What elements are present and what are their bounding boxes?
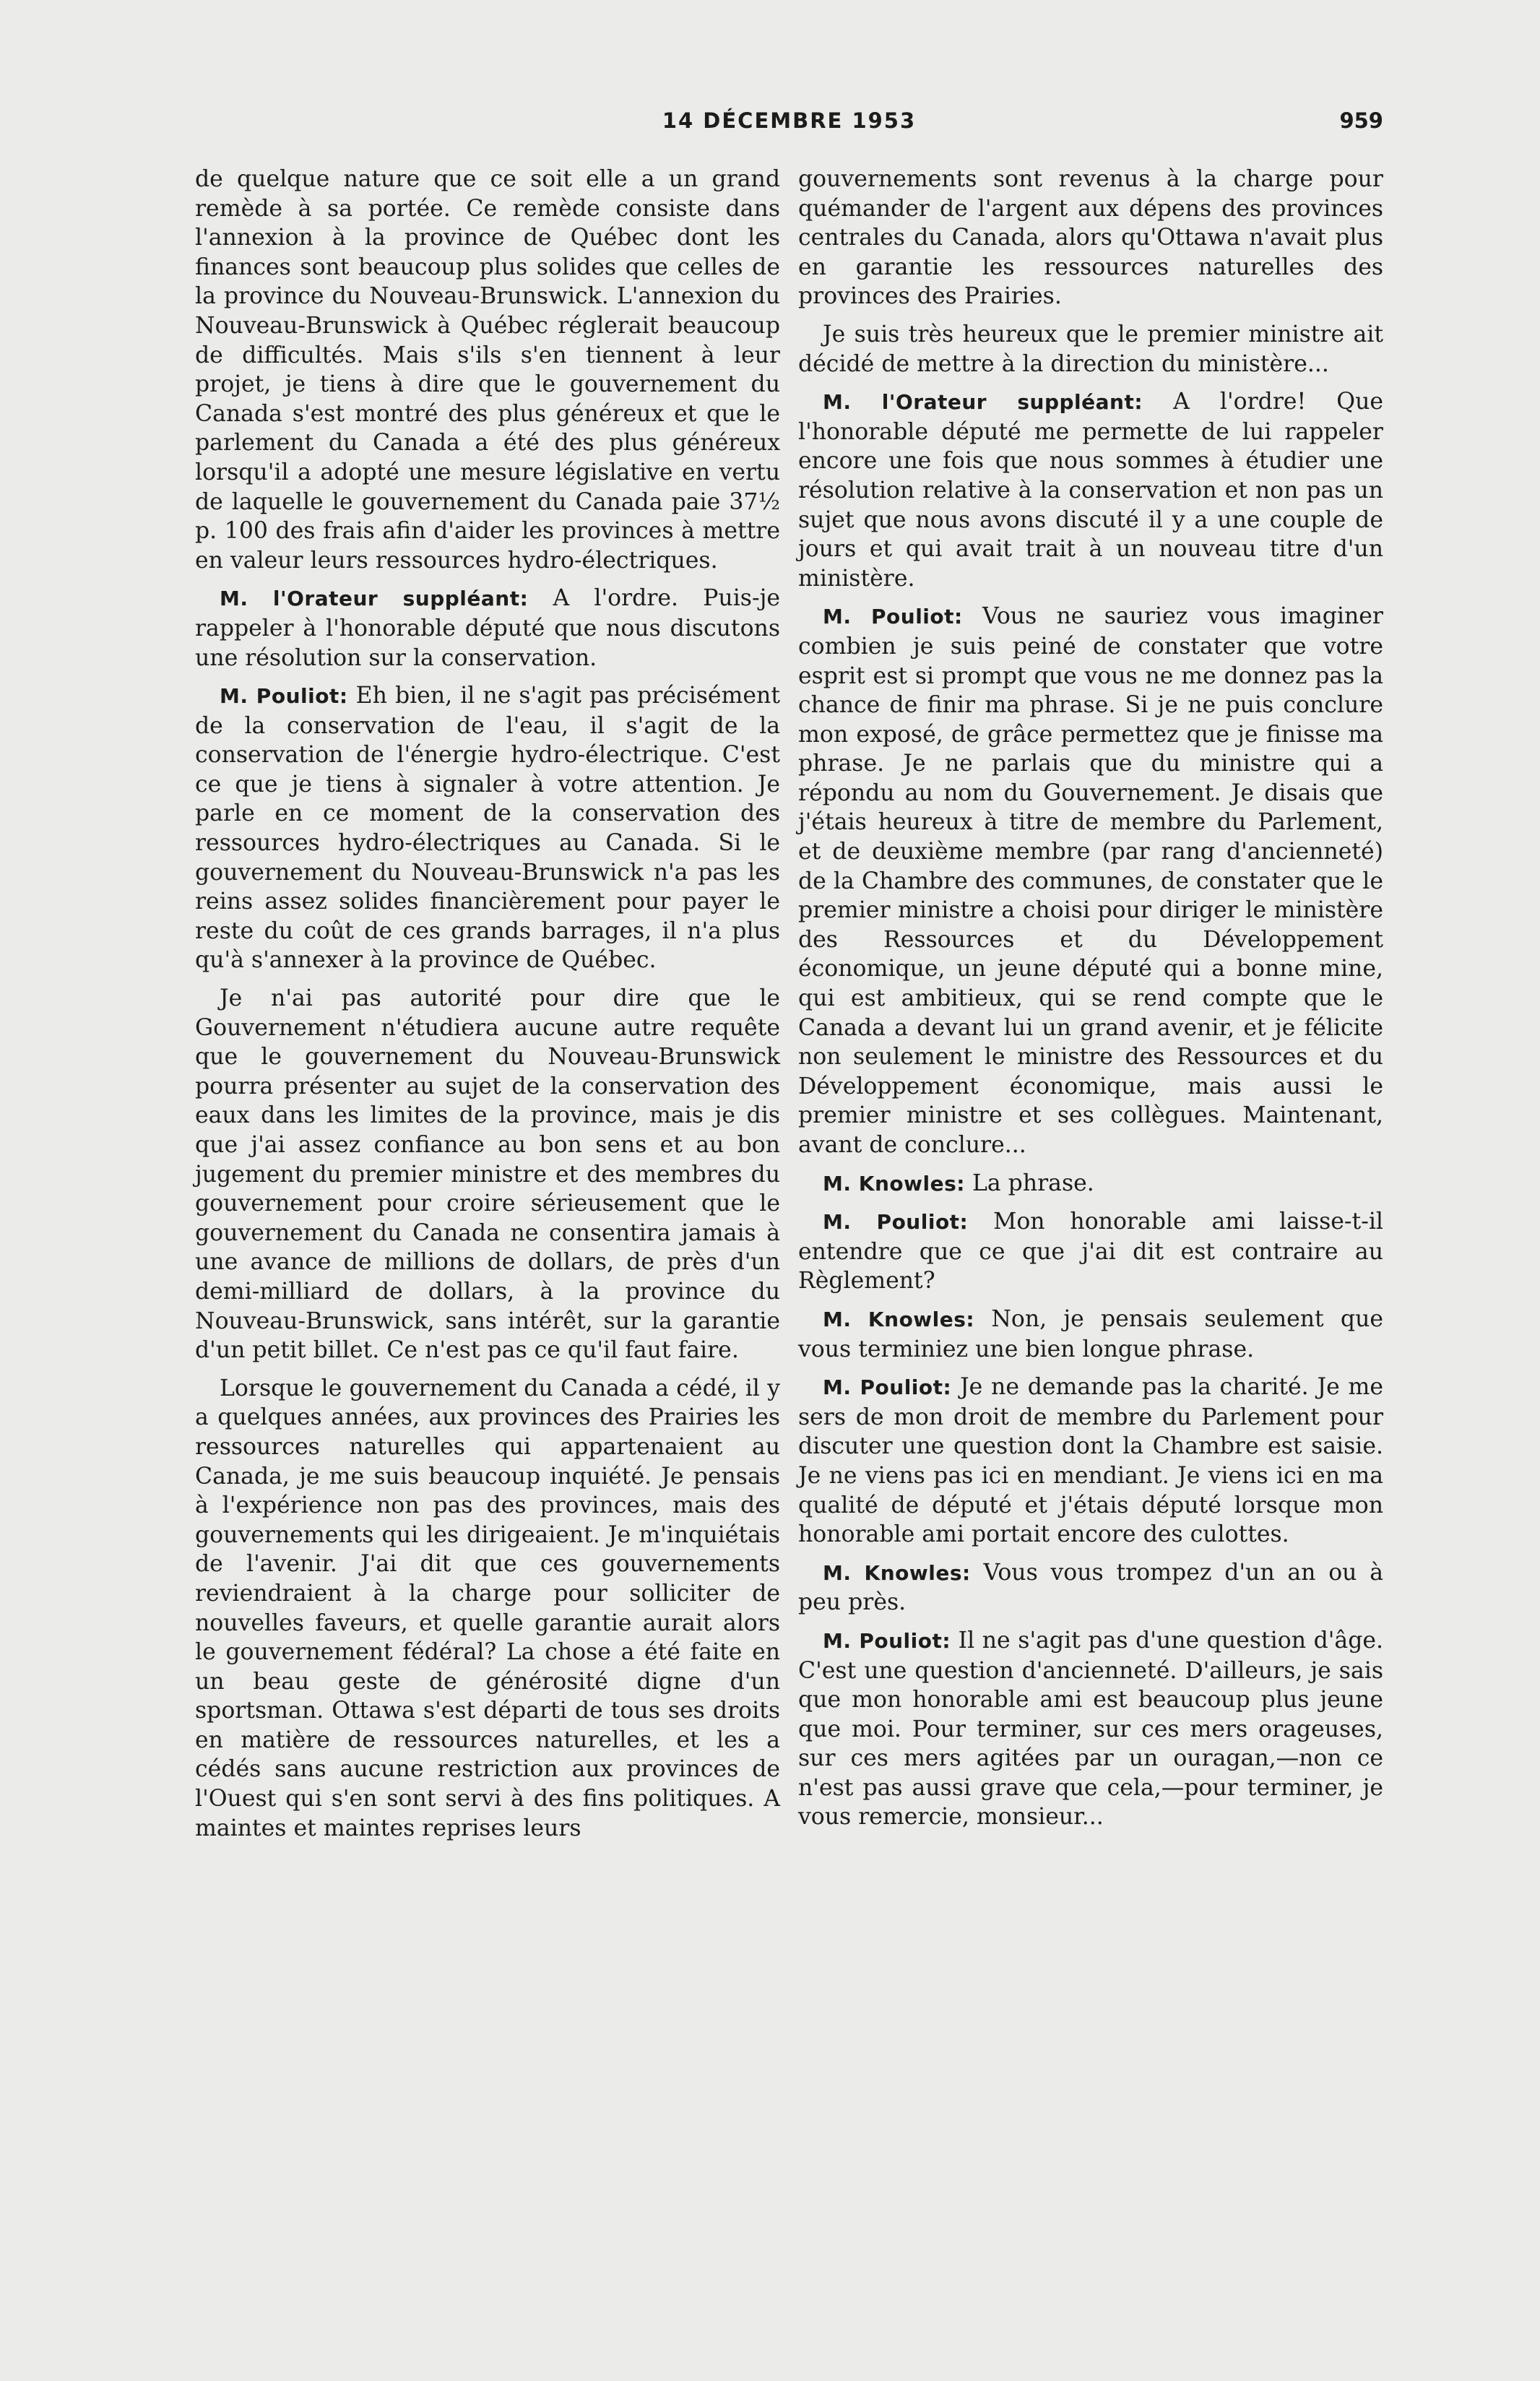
paragraph (798, 1373, 1383, 1550)
speaker-name: M. Pouliot: (823, 605, 963, 629)
paragraph: de quelque nature que ce soit elle a un grand remède à sa portée. Ce remède consiste dans l'annexion à la province de Québec dont les finances sont beaucoup plus solides que celles de la province du Nouveau-Brunswick. L'annexion du Nouveau-Brunswick à Québec réglerait beaucoup de difficultés. Mais s'ils s'en tiennent à leur projet, je tiens à dire que le gouvernement du Canada s'est montré des plus généreux et que le parlement du Canada a été des plus généreux lorsqu'il a adopté une mesure législative en vertu de laquelle le gouvernement du Canada paie 37½ p. 100 des frais afin d'aider les provinces à mettre en valeur leurs ressources hydro-électriques. (195, 166, 780, 574)
right-column (798, 165, 1383, 1841)
speaker-name: M. Pouliot: (823, 1210, 969, 1235)
paragraph: Lorsque le gouvernement du Canada a cédé, il y a quelques années, aux provinces des Prairies les ressources naturelles qui appartenaient au Canada, je me suis beaucoup inquiété. Je pensais à l'expérience non pas des provinces, mais des gouvernements qui les dirigeaient. Je m'inquiétais de l'avenir. J'ai dit que ces gouvernements reviendraient à la charge pour solliciter de nouvelles faveurs, et quelle garantie aurait alors le gouvernement fédéral? La chose a été faite en un beau geste de générosité digne d'un sportsman. Ottawa s'est départi de tous ses droits en matière de ressources naturelles, et les a cédés sans aucune restriction aux provinces de l'Ouest qui s'en sont servi à des fins politiques. A maintes et maintes reprises leurs (195, 1375, 780, 1841)
speech-text: Vous ne sauriez vous imaginer combien je suis peiné de constater que votre esprit est si prompt que vous ne me donnez pas la chance de finir ma phrase. Si je ne puis conclure mon exposé, de grâce permettez que je finisse ma phrase. Je ne parlais que du ministre qui a répondu au nom du Gouvernement. Je disais que j'étais heureux à titre de membre du Parlement, et de deuxième membre (par rang d'ancienneté) de la Chambre des communes, de constater que le premier ministre a choisi pour diriger le ministère des Ressources et du Développement économique, un jeune député qui a bonne mine, qui est ambitieux, qui se rend compte que le Canada a devant lui un grand avenir, et je félicite non seulement le ministre des Ressources et du Développement économique, mais aussi le premier ministre et ses collègues. Maintenant, avant de conclure... (798, 603, 1383, 1158)
speech-text: A l'ordre! Que l'honorable député me permette de lui rappeler encore une fois que nous sommes à étudier une résolution relative à la conservation et non pas un sujet que nous avons discuté il y a une couple de jours et qui avait trait à un nouveau titre d'un ministère. (798, 389, 1384, 592)
speaker-name: M. Knowles: (823, 1307, 975, 1331)
paragraph (798, 1305, 1383, 1364)
paragraph (798, 1626, 1383, 1832)
speech-text: Non, je pensais seulement que vous terminiez une bien longue phrase. (798, 1305, 1383, 1362)
header-date: 14 DÉCEMBRE 1953 (662, 108, 917, 133)
paragraph (798, 1558, 1383, 1617)
paragraph: Je suis très heureux que le premier ministre ait décidé de mettre à la direction du ministère... (798, 321, 1383, 377)
paragraph (195, 584, 780, 673)
paragraph (798, 1207, 1383, 1296)
speech-text: Je ne demande pas la charité. Je me sers de mon droit de membre du Parlement pour discuter une question dont la Chambre est saisie. Je ne viens pas ici en mendiant. Je viens ici en ma qualité de député et j'étais député lorsque mon honorable ami portait encore des culottes. (798, 1374, 1384, 1548)
speech-text: Vous vous trompez d'un an ou à peu près. (798, 1559, 1384, 1616)
page-number: 959 (1339, 108, 1383, 133)
paragraph (798, 387, 1383, 593)
speech-text: Mon honorable ami laisse-t-il entendre que ce que j'ai dit est contraire au Règlement? (798, 1209, 1383, 1295)
speech-text: A l'ordre. Puis-je rappeler à l'honorable député que nous discutons une résolution sur la conservation. (195, 585, 781, 671)
paragraph (798, 1169, 1383, 1199)
speaker-name: M. l'Orateur suppléant: (220, 587, 529, 611)
speech-text: La phrase. (972, 1170, 1094, 1196)
speech-text: Eh bien, il ne s'agit pas précisément de la conservation de l'eau, il s'agit de la conservation de l'énergie hydro-électrique. C'est ce que je tiens à signaler à votre attention. Je parle en ce moment de la conservation des ressources hydro-électriques au Canada. Si le gouvernement du Nouveau-Brunswick n'a pas les reins assez solides financièrement pour payer le reste du coût de ces grands barrages, il n'a plus qu'à s'annexer à la province de Québec. (195, 683, 781, 974)
speaker-name: M. l'Orateur suppléant: (823, 390, 1143, 415)
speaker-name: M. Pouliot: (823, 1628, 951, 1653)
left-column (195, 165, 780, 1851)
speaker-name: M. Knowles: (823, 1171, 965, 1196)
page-header (195, 108, 1383, 140)
speaker-name: M. Knowles: (823, 1560, 971, 1585)
paragraph (195, 681, 780, 975)
speaker-name: M. Pouliot: (220, 684, 348, 709)
paragraph: gouvernements sont revenus à la charge pour quémander de l'argent aux dépens des provinces centrales du Canada, alors qu'Ottawa n'avait plus en garantie les ressources naturelles des provinces des Prairies. (798, 166, 1383, 310)
paragraph (798, 602, 1383, 1159)
speech-text: Il ne s'agit pas d'une question d'âge. C'est une question d'ancienneté. D'ailleurs, je sais que mon honorable ami est beaucoup plus jeune que moi. Pour terminer, sur ces mers orageuses, sur ces mers agitées par un ouragan,—non ce n'est pas aussi grave que cela,—pour terminer, je vous remercie, monsieur... (798, 1627, 1384, 1831)
paragraph: Je n'ai pas autorité pour dire que le Gouvernement n'étudiera aucune autre requête que le gouvernement du Nouveau-Brunswick pourra présenter au sujet de la conservation des eaux dans les limites de la province, mais je dis que j'ai assez confiance au bon sens et au bon jugement du premier ministre et des membres du gouvernement pour croire sérieusement que le gouvernement du Canada ne consentira jamais à une avance de millions de dollars, de près d'un demi-milliard de dollars, à la province du Nouveau-Brunswick, sans intérêt, sur la garantie d'un petit billet. Ce n'est pas ce qu'il faut faire. (195, 985, 780, 1364)
speaker-name: M. Pouliot: (823, 1375, 952, 1400)
